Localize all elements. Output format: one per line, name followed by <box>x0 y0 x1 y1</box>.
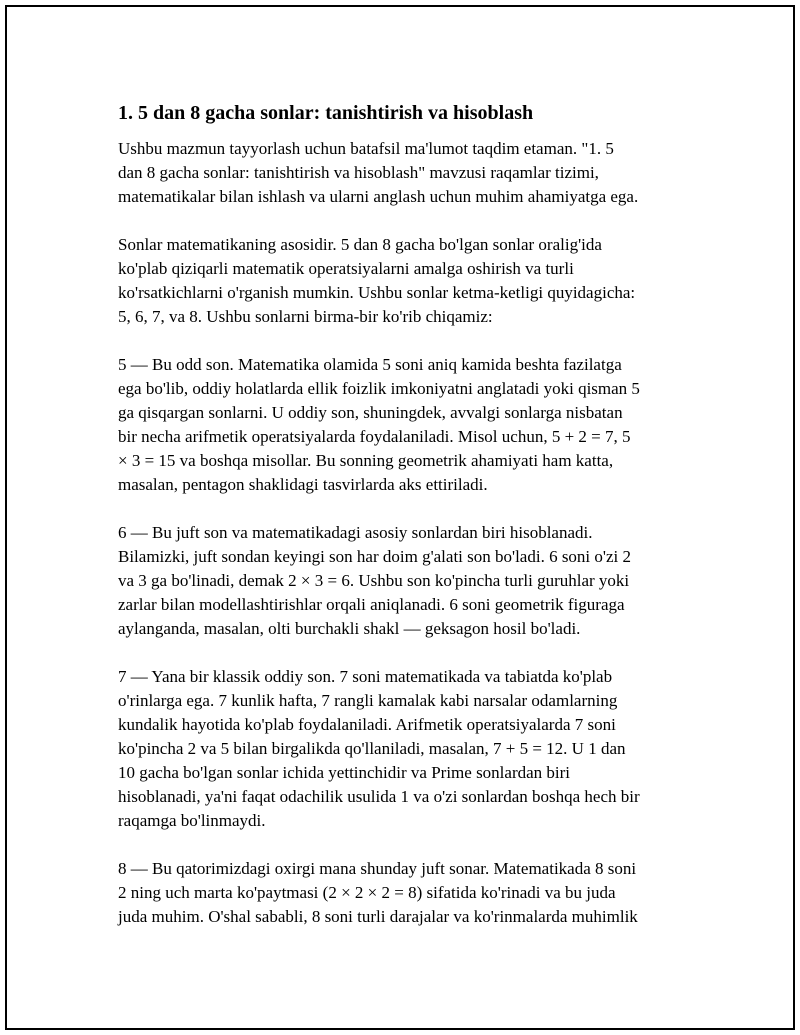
paragraph-line: 2 ning uch marta ko'paytmasi (2 × 2 × 2 = 8) sifatida ko'rinadi va bu juda <box>118 883 616 902</box>
paragraph-line: 6 — Bu juft son va matematikadagi asosiy sonlardan biri hisoblanadi. <box>118 523 593 542</box>
paragraph-line: aylanganda, masalan, olti burchakli shakl — geksagon hosil bo'ladi. <box>118 619 581 638</box>
paragraph <box>118 521 698 641</box>
paragraph <box>118 353 698 497</box>
paragraph-line: hisoblanadi, ya'ni faqat odachilik usulida 1 va o'zi sonlardan boshqa hech bir <box>118 787 640 806</box>
paragraph-line: masalan, pentagon shaklidagi tasvirlarda aks ettiriladi. <box>118 475 488 494</box>
paragraph-line: 10 gacha bo'lgan sonlar ichida yettinchidir va Prime sonlardan biri <box>118 763 571 782</box>
paragraph-line: juda muhim. O'shal sababli, 8 soni turli darajalar va ko'rinmalarda muhimlik <box>118 907 638 926</box>
paragraph-line: va 3 ga bo'linadi, demak 2 × 3 = 6. Ushbu son ko'pincha turli guruhlar yoki <box>118 571 630 590</box>
paragraph-line: bir necha arifmetik operatsiyalarda foydalaniladi. Misol uchun, 5 + 2 = 7, 5 <box>118 427 631 446</box>
paragraph-line: matematikalar bilan ishlash va ularni anglash uchun muhim ahamiyatga ega. <box>118 187 639 206</box>
paragraph-line: dan 8 gacha sonlar: tanishtirish va hisoblash" mavzusi raqamlar tizimi, <box>118 163 599 182</box>
paragraph-line: 7 — Yana bir klassik oddiy son. 7 soni matematikada va tabiatda ko'plab <box>118 667 613 686</box>
paragraph-list <box>118 137 698 929</box>
paragraph-line: ko'plab qiziqarli matematik operatsiyalarni amalga oshirish va turli <box>118 259 574 278</box>
paragraph-line: ga qisqargan sonlarni. U oddiy son, shuningdek, avvalgi sonlarga nisbatan <box>118 403 623 422</box>
paragraph-line: ko'rsatkichlarni o'rganish mumkin. Ushbu sonlar ketma-ketligi quyidagicha: <box>118 283 636 302</box>
paragraph-line: raqamga bo'linmaydi. <box>118 811 266 830</box>
paragraph-line: Sonlar matematikaning asosidir. 5 dan 8 gacha bo'lgan sonlar oralig'ida <box>118 235 602 254</box>
paragraph <box>118 137 698 209</box>
paragraph-line: Bilamizki, juft sondan keyingi son har doim g'alati son bo'ladi. 6 soni o'zi 2 <box>118 547 631 566</box>
paragraph-line: × 3 = 15 va boshqa misollar. Bu sonning geometrik ahamiyati ham katta, <box>118 451 614 470</box>
document-title: 1. 5 dan 8 gacha sonlar: tanishtirish va hisoblash <box>118 102 534 124</box>
paragraph-line: 8 — Bu qatorimizdagi oxirgi mana shunday juft sonar. Matematikada 8 soni <box>118 859 637 878</box>
paragraph <box>118 665 698 833</box>
paragraph-line: ko'pincha 2 va 5 bilan birgalikda qo'llaniladi, masalan, 7 + 5 = 12. U 1 dan <box>118 739 626 758</box>
paragraph-line: kundalik hayotida ko'plab foydalaniladi. Arifmetik operatsiyalarda 7 soni <box>118 715 616 734</box>
paragraph-line: Ushbu mazmun tayyorlash uchun batafsil ma'lumot taqdim etaman. "1. 5 <box>118 139 614 158</box>
paragraph-line: 5, 6, 7, va 8. Ushbu sonlarni birma-bir ko'rib chiqamiz: <box>118 307 493 326</box>
paragraph-line: ega bo'lib, oddiy holatlarda ellik foizlik imkoniyatni anglatadi yoki qisman 5 <box>118 379 640 398</box>
page-frame <box>5 5 795 1030</box>
paragraph-line: zarlar bilan modellashtirishlar orqali aniqlanadi. 6 soni geometrik figuraga <box>118 595 625 614</box>
document-body <box>118 99 698 953</box>
paragraph-line: o'rinlarga ega. 7 kunlik hafta, 7 rangli kamalak kabi narsalar odamlarning <box>118 691 618 710</box>
paragraph <box>118 233 698 329</box>
paragraph <box>118 857 698 929</box>
paragraph-line: 5 — Bu odd son. Matematika olamida 5 soni aniq kamida beshta fazilatga <box>118 355 622 374</box>
